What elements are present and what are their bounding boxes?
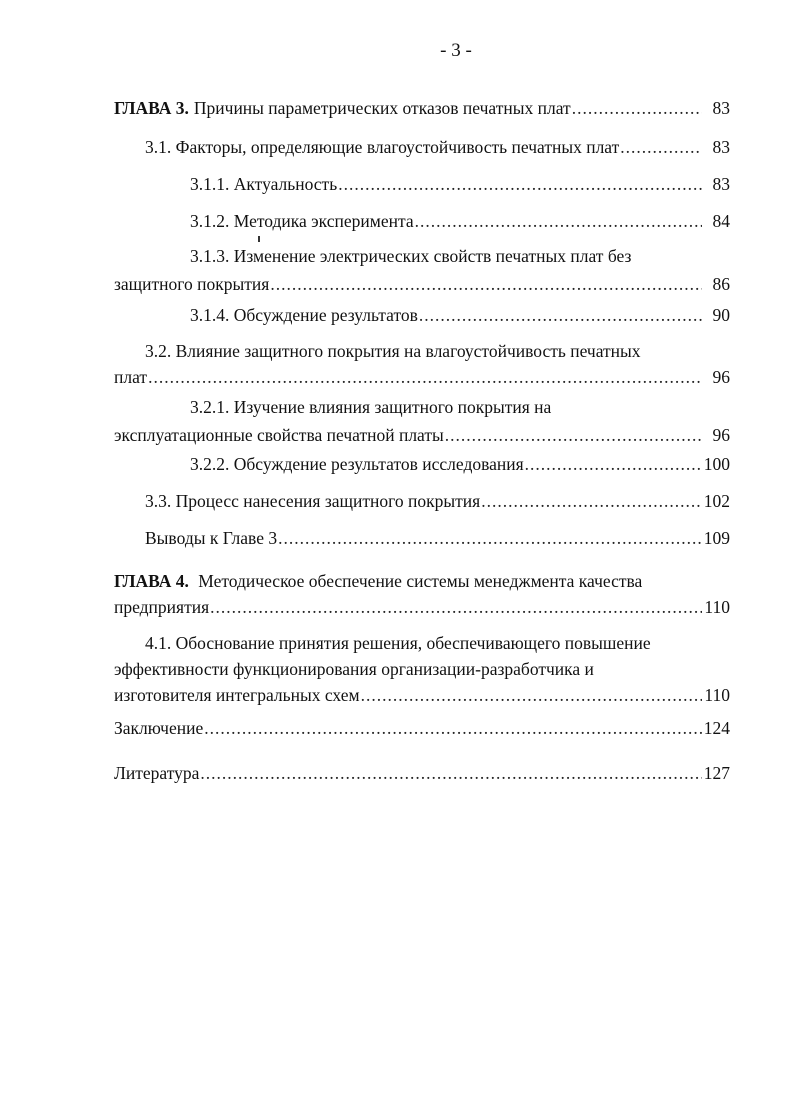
toc-page-number: 96: [712, 425, 730, 445]
toc-entry-title: 3.1.1. Актуальность: [190, 174, 338, 194]
dot-leader: [210, 594, 702, 620]
toc-entry-title: изготовителя интегральных схем: [114, 685, 360, 705]
toc-entry-title-line: [114, 568, 730, 594]
toc-page-number: 109: [703, 528, 730, 548]
dot-leader: [361, 682, 702, 708]
toc-entry-title-part: Методическое обеспечение системы менеджмента качества: [198, 571, 643, 591]
toc-page-number: 124: [703, 718, 730, 738]
dot-leader: [338, 171, 702, 197]
toc-entry-title-line: 4.1. Обоснование принятия решения, обеспечивающего повышение: [145, 633, 651, 653]
toc-page-number: 83: [712, 137, 730, 157]
chapter-label: ГЛАВА 3.: [114, 98, 189, 118]
dot-leader: [525, 451, 702, 477]
toc-entry-title: 3.1.2. Методика эксперимента: [190, 211, 414, 231]
toc-entry-3-2-1: [114, 394, 730, 448]
toc-entry-3-1-2: [114, 208, 730, 234]
dot-leader: [200, 760, 701, 786]
toc-entry-3-2-2: [114, 451, 730, 477]
toc-entry-title: 3.1. Факторы, определяющие влагоустойчивость печатных плат: [145, 137, 620, 157]
toc-entry-title: плат: [114, 367, 148, 387]
toc-page-number: 90: [712, 305, 730, 325]
dot-leader: [278, 525, 702, 551]
toc-entry-3-1-1: [114, 171, 730, 197]
toc-page-number: 96: [712, 367, 730, 387]
dot-leader: [270, 271, 702, 297]
toc-page-number: 110: [704, 597, 730, 617]
toc-entry-conclusion: [114, 715, 730, 741]
toc-entry-4-1: [114, 630, 730, 708]
toc-page-number: 127: [703, 763, 730, 783]
dot-leader: [620, 134, 702, 160]
toc-entry-title: 3.1.4. Обсуждение результатов: [190, 305, 418, 325]
toc-entry-3-1-4: [114, 302, 730, 328]
dot-leader: [415, 208, 702, 234]
toc-entry-title: эксплуатационные свойства печатной платы: [114, 425, 444, 445]
toc-entry-3-2: [114, 338, 730, 390]
toc-page-number: 86: [712, 274, 730, 294]
toc-entry-title-line: 3.2.1. Изучение влияния защитного покрытия на: [190, 397, 552, 417]
dot-leader: [419, 302, 702, 328]
dot-leader: [445, 422, 702, 448]
toc-entry-title: предприятия: [114, 597, 210, 617]
toc-entry-conclusions-3: [114, 525, 730, 551]
toc-entry-title: Литература: [114, 763, 200, 783]
toc-page-number: 83: [712, 98, 730, 118]
toc-page-number: 110: [704, 685, 730, 705]
dot-leader: [204, 715, 702, 741]
toc-entry-title-line: 3.1.3. Изменение электрических свойств печатных плат без: [190, 246, 632, 266]
toc-entry-3-1: [114, 134, 730, 160]
toc-entry-3-3: [114, 488, 730, 514]
dot-leader: [481, 488, 702, 514]
toc-entry-title: 3.3. Процесс нанесения защитного покрытия: [145, 491, 481, 511]
toc-entry-title: Выводы к Главе 3: [145, 528, 278, 548]
toc-entry-title-line: эффективности функционирования организации-разработчика и: [114, 659, 594, 679]
toc-entry-title: 3.2.2. Обсуждение результатов исследования: [190, 454, 524, 474]
toc-entry-title: защитного покрытия: [114, 274, 270, 294]
chapter-label: ГЛАВА 4.: [114, 571, 189, 591]
toc-entry-title: Причины параметрических отказов печатных плат: [193, 98, 571, 118]
toc-entry-title: Заключение: [114, 718, 204, 738]
dot-leader: [148, 364, 702, 390]
toc-entry-title-line: 3.2. Влияние защитного покрытия на влагоустойчивость печатных: [145, 341, 641, 361]
toc-entry-chapter-4: [114, 568, 730, 620]
toc-page-number: 100: [703, 454, 730, 474]
toc-page-number: 83: [712, 174, 730, 194]
toc-entry-3-1-3: [114, 243, 730, 297]
toc-entry-chapter-3: [114, 95, 730, 121]
scan-artifact-mark: [258, 236, 260, 242]
dot-leader: [572, 95, 702, 121]
toc-page-number: 84: [712, 211, 730, 231]
toc-entry-references: [114, 760, 730, 786]
toc-page-number: 102: [703, 491, 730, 511]
page-number: - 3 -: [440, 40, 472, 61]
